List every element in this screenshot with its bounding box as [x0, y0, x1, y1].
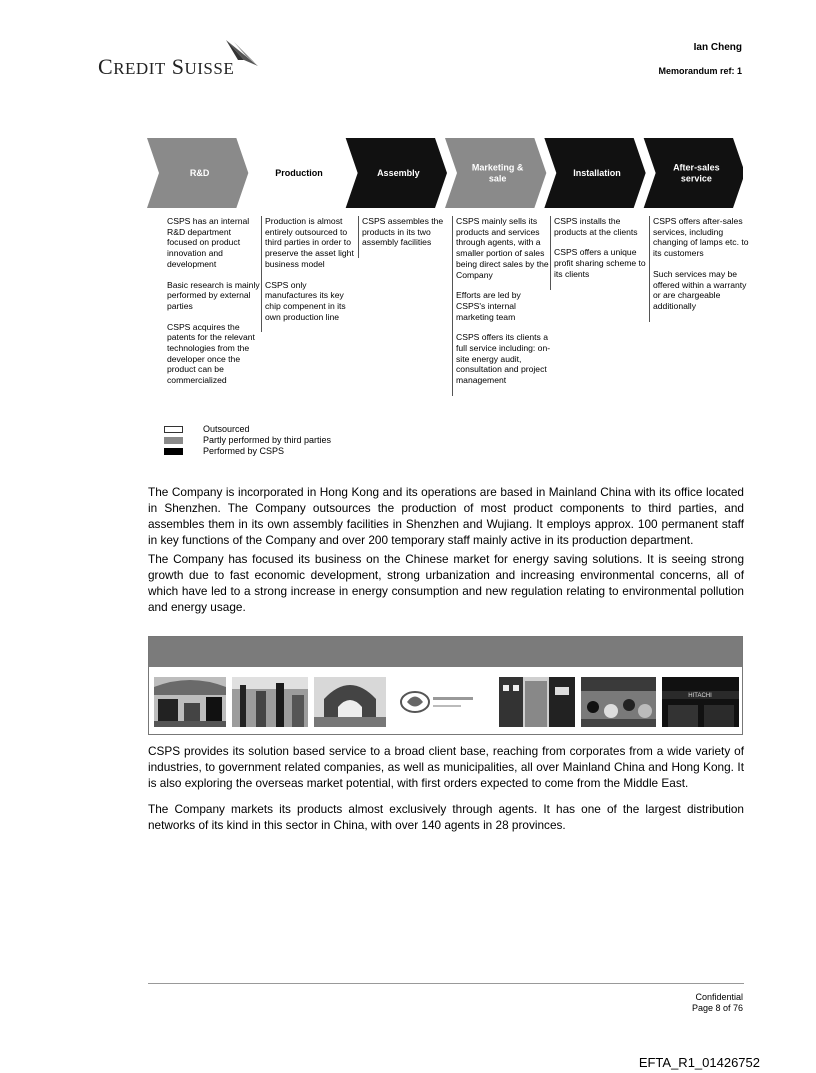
chain-col-paragraph: Basic research is mainly performed by external parties [167, 279, 260, 311]
legend-label: Partly performed by third parties [203, 435, 332, 445]
paragraph-company-overview: The Company is incorporated in Hong Kong and its operations are based in Mainland China with its office located in Shenzhen. The Company outsources the production of most product components to third parties, and assembles them in its own assembly facilities in Shenzhen and Wujiang. It employs approx. 100 permanent staff in key functions of the Company and over 200 temporary staff mainly active in its production department. [148, 485, 744, 547]
chevron-label: Installation [573, 168, 621, 178]
legend-item-csps [164, 446, 331, 457]
legend-swatch-black [164, 448, 183, 455]
footer-rule [148, 983, 744, 984]
chain-col-paragraph: Such services may be offered within a warranty or are chargeable additionally [653, 268, 747, 311]
chain-col-assembly [358, 216, 453, 258]
chevron-stage-2 [346, 138, 447, 208]
legend-item-partly [164, 435, 331, 446]
legend [164, 424, 331, 457]
chevron-stage-1 [246, 138, 347, 208]
paragraph-market-focus: The Company has focused its business on the Chinese market for energy saving solutions. It is seeing strong growth due to fast economic development, strong urbanization and increasing environmental concerns, all of which have led to a strong increase in energy consumption and new regulation relating to environmental pollution and energy usage. [148, 552, 744, 614]
photo-building [499, 677, 575, 727]
chain-col-paragraph: CSPS has an internal R&D department focused on product innovation and development [167, 216, 250, 269]
chevron-label: R&D [189, 168, 210, 178]
chain-col-production [261, 216, 359, 332]
legend-swatch-white [164, 426, 183, 433]
legend-item-outsourced [164, 424, 331, 435]
chain-col-paragraph: Production is almost entirely outsourced to third parties in order to preserve the asset light business model [265, 216, 354, 269]
chain-col-installation [550, 216, 650, 290]
chevron-stage-3 [445, 138, 546, 208]
hitachi-sign-text: HITACHI [688, 693, 712, 699]
confidential-label: Confidential [695, 992, 743, 1002]
chevron-stage-5 [644, 138, 743, 208]
chain-col-paragraph: CSPS only manufactures its key chip compenent in its own production line [265, 279, 346, 322]
chain-col-rnd [164, 216, 260, 396]
legend-label: Performed by CSPS [203, 446, 285, 456]
photo-factory [154, 677, 226, 727]
chain-col-marketing [452, 216, 551, 396]
chevron-label: After-sales service [673, 162, 720, 184]
credit-suisse-logo: CREDIT SUISSE [98, 54, 235, 79]
chain-col-paragraph: CSPS offers after-sales services, including changing of lamps etc. to its customers [653, 216, 749, 259]
footer-confidential [692, 992, 743, 1014]
chain-col-paragraph: CSPS installs the products at the clients [554, 216, 638, 237]
paragraph-distribution: The Company markets its products almost exclusively through agents. It has one of the largest distribution networks of its kind in this sector in China, with over 140 agents in 28 provinces. [148, 802, 744, 832]
chain-col-paragraph: CSPS acquires the patents for the relevant technologies from the developer once the product can be commercialized [167, 321, 255, 386]
photo-banner [148, 636, 743, 735]
chevron-stage-0 [147, 138, 248, 208]
paragraph-client-base: CSPS provides its solution based service to a broad client base, reaching from corporates from a wide variety of industries, to government related companies, as well as municipalities, all over Mainland China and Hong Kong. It is also exploring the overseas market potential, with first orders expected to come from the Middle East. [148, 744, 744, 790]
chevron-label: Production [275, 168, 323, 178]
chain-col-paragraph: CSPS mainly sells its products and services through agents, with a smaller portion of sales being direct sales by the Company [456, 216, 549, 280]
chevron-label: Assembly [377, 168, 420, 178]
photo-csps-logo [393, 677, 488, 727]
chevron-stage-4 [544, 138, 645, 208]
photo-crowd [581, 677, 656, 727]
chain-col-aftersales [649, 216, 749, 322]
legend-swatch-grey [164, 437, 183, 444]
sails-logo-icon [224, 38, 260, 70]
memo-ref: Memorandum ref: 1 [658, 66, 742, 76]
banner-header-bar [149, 637, 742, 667]
chain-col-paragraph: CSPS assembles the products in its two assembly facilities [362, 216, 444, 248]
photo-hitachi-storefront [662, 677, 739, 727]
value-chain [147, 138, 743, 208]
chain-col-paragraph: Efforts are led by CSPS's internal marketing team [456, 290, 521, 322]
legend-label: Outsourced [203, 424, 250, 434]
photo-street [232, 677, 308, 727]
page-number: Page 8 of 76 [691, 1003, 743, 1013]
chain-col-paragraph: CSPS offers its clients a full service including: on-site energy audit, consultation and project management [456, 332, 551, 386]
chain-col-paragraph: CSPS offers a unique profit sharing scheme to its clients [554, 247, 646, 279]
document-id: EFTA_R1_01426752 [638, 1055, 760, 1070]
photo-tunnel [314, 677, 386, 727]
chevron-label: Marketing & sale [471, 162, 524, 184]
author-name: Ian Cheng [693, 42, 742, 53]
